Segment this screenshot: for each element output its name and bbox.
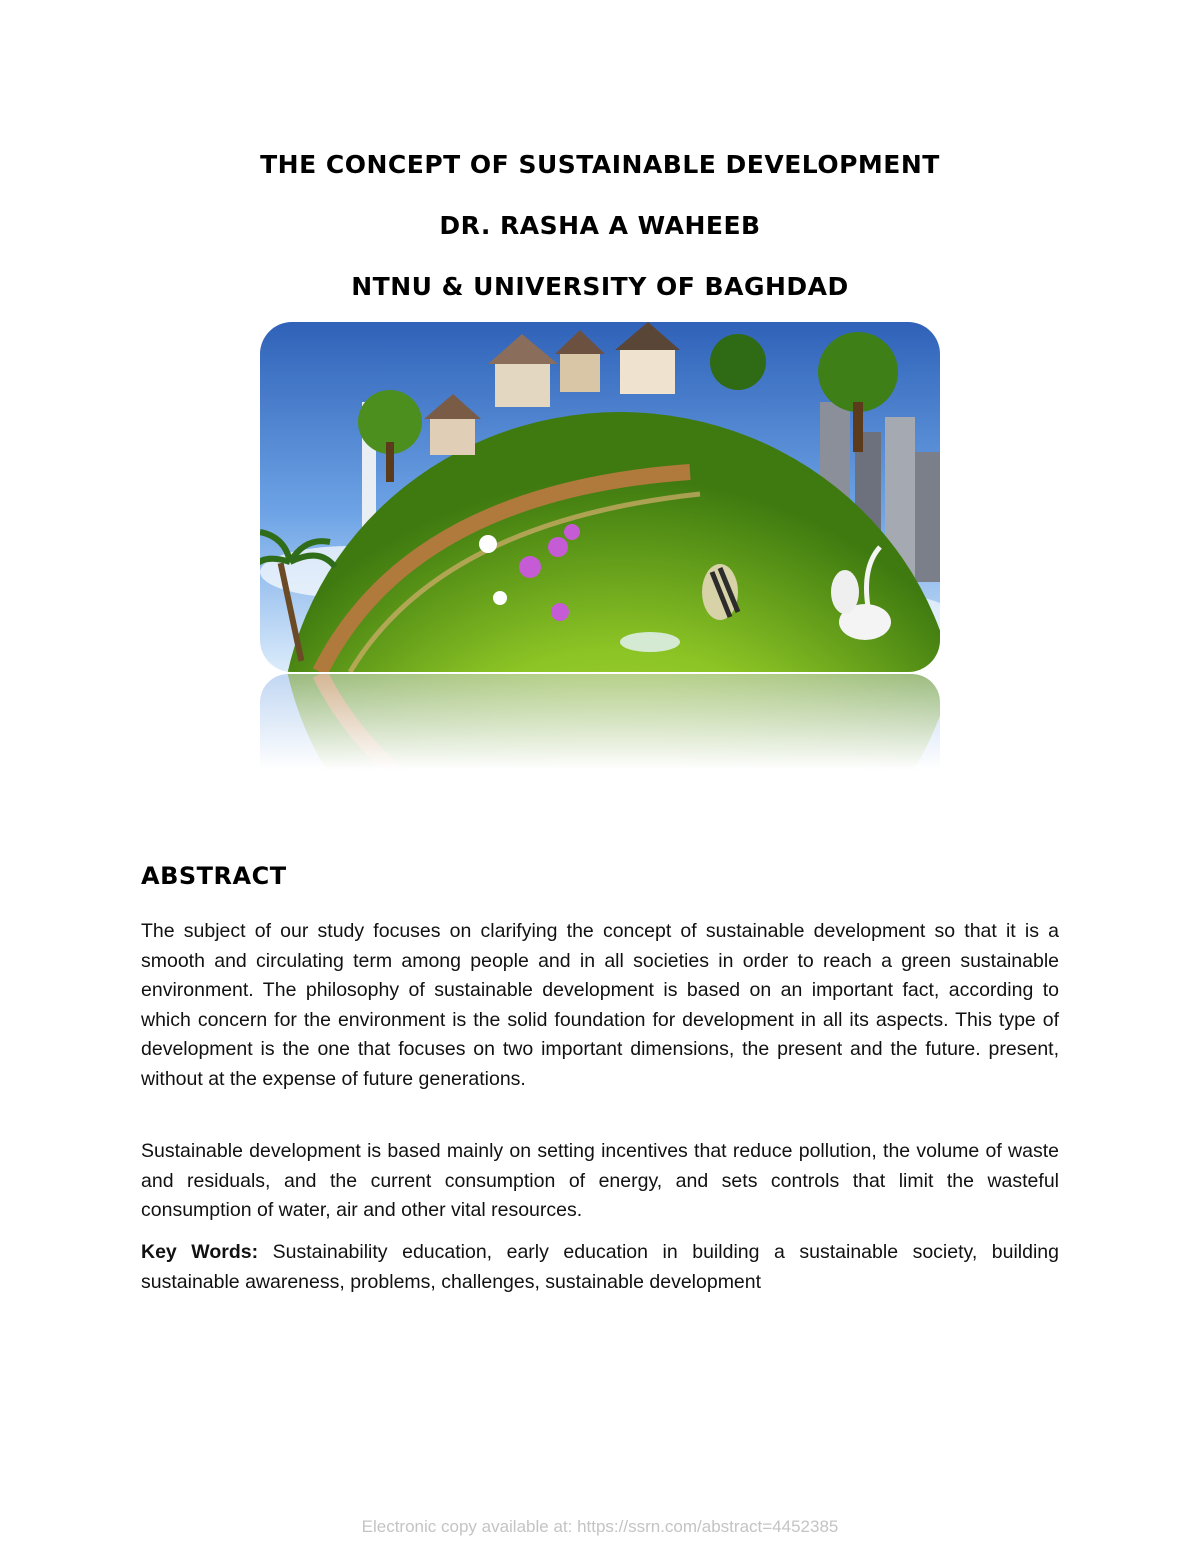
ssrn-footer-note: Electronic copy available at: https://ssrn.com/abstract=4452385 [361,1517,839,1536]
author-affiliation: NTNU & UNIVERSITY OF BAGHDAD [351,272,849,301]
abstract-heading: ABSTRACT [141,862,287,890]
keywords-text: Sustainability education, early education in building a sustainable society, building sustainable awareness, problems, challenges, sustainable development [141,1241,1059,1293]
green-planet-illustration [260,322,940,672]
keywords-paragraph [141,1238,1059,1297]
paper-title: THE CONCEPT OF SUSTAINABLE DEVELOPMENT [260,150,940,179]
illustration-reflection [260,674,940,770]
keywords-label: Key Words: [141,1241,259,1263]
author-name: DR. RASHA A WAHEEB [439,211,761,240]
abstract-paragraph: Sustainable development is based mainly on setting incentives that reduce pollution, the volume of waste and residuals, and the current consumption of energy, and sets controls that limit the wasteful consumption of water, air and other vital resources. [141,1140,1059,1221]
abstract-paragraph: The subject of our study focuses on clarifying the concept of sustainable development so that it is a smooth and circulating term among people and in all societies in order to reach a green sustainable environment. The philosophy of sustainable development is based on an important fact, according to which concern for the environment is the solid foundation for development in all its aspects. This type of development is the one that focuses on two important dimensions, the present and the future. present, without at the expense of future generations. [141,920,1059,1090]
